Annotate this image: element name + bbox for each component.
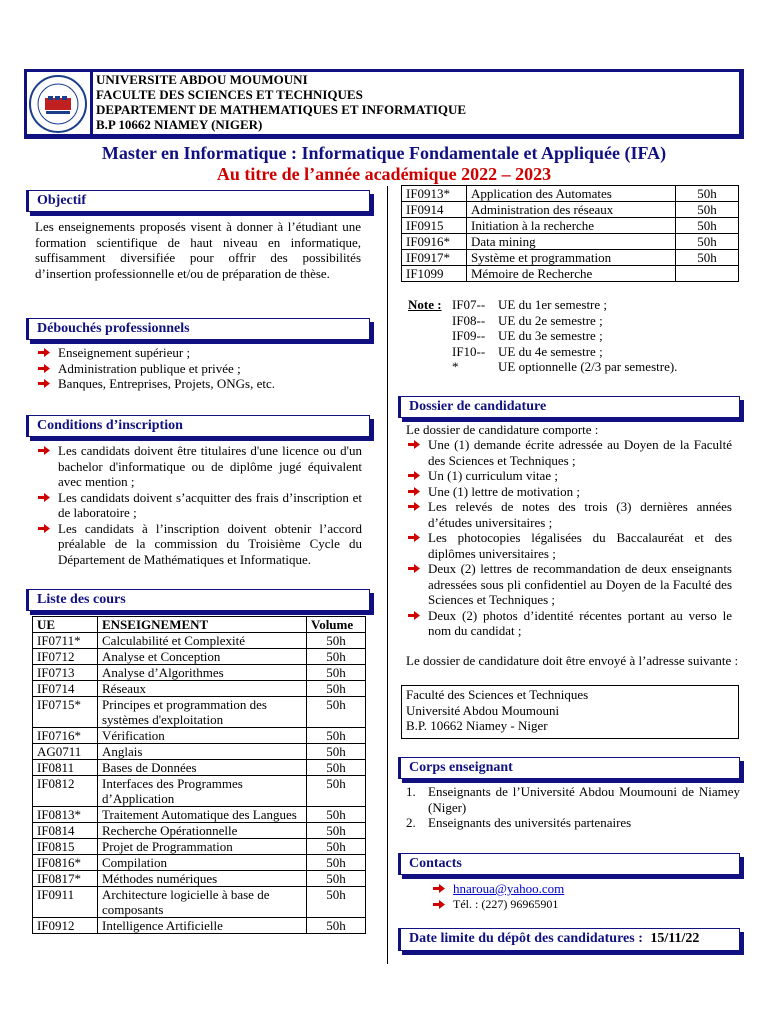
page-title: Master en Informatique : Informatique Fondamentale et Appliquée (IFA) [101, 143, 667, 163]
list-item: Les candidats doivent être titulaires d'une licence ou d'un bachelor d'informatique ou de diplôme jugé équivalent avec mention ; [28, 443, 362, 490]
course-name-cell: Méthodes numériques [98, 871, 307, 887]
course-volume-cell: 50h [307, 871, 366, 887]
list-item: Un (1) curriculum vitae ; [398, 468, 732, 484]
faculty-name: FACULTE DES SCIENCES ET TECHNIQUES [96, 87, 363, 102]
note-row: Note : IF07-- UE du 1er semestre ; [408, 297, 608, 312]
table-row [33, 760, 366, 776]
course-code-cell: IF0714 [33, 681, 98, 697]
contacts-list [423, 881, 723, 912]
column-divider [387, 186, 388, 964]
list-item: Les photocopies légalisées du Baccalauréat et des diplômes universitaires ; [398, 530, 732, 561]
arrow-bullet-icon [408, 533, 420, 542]
section-header-cours: Liste des cours [26, 589, 370, 611]
address-line: Université Abdou Moumouni [406, 702, 560, 718]
table-row [33, 665, 366, 681]
course-volume-cell: 50h [307, 633, 366, 649]
university-logo [28, 74, 88, 134]
address-box [401, 685, 739, 739]
course-name-cell: Recherche Opérationnelle [98, 823, 307, 839]
course-volume-cell: 50h [307, 823, 366, 839]
course-volume-cell: 50h [307, 918, 366, 934]
course-code-cell: IF1099 [402, 266, 467, 282]
table-row [402, 266, 739, 282]
note-row: * UE optionnelle (2/3 par semestre). [452, 359, 678, 374]
list-item: Les relevés de notes des trois (3) dernières années d’études universitaires ; [398, 499, 732, 530]
course-name-cell: Anglais [98, 744, 307, 760]
course-name-cell: Calculabilité et Complexité [98, 633, 307, 649]
list-item: Administration publique et privée ; [28, 361, 362, 377]
phone-number: Tél. : (227) 96965901 [453, 896, 559, 911]
course-name-cell: Interfaces des Programmes d’Application [98, 776, 307, 807]
conditions-list [28, 443, 362, 567]
section-header-objectif: Objectif [26, 190, 370, 212]
course-volume-cell: 50h [307, 839, 366, 855]
column-header: UE [33, 617, 98, 633]
course-code-cell: IF0817* [33, 871, 98, 887]
note-row: IF10-- UE du 4e semestre ; [452, 343, 603, 359]
note-row: IF09-- UE du 3e semestre ; [452, 328, 603, 343]
course-code-cell: IF0815 [33, 839, 98, 855]
arrow-bullet-icon [38, 524, 50, 533]
table-row [402, 202, 739, 218]
course-volume-cell: 50h [676, 234, 739, 250]
list-item: Les candidats doivent s’acquitter des frais d’inscription et de laboratoire ; [28, 490, 362, 521]
list-item: Enseignement supérieur ; [28, 345, 362, 361]
course-volume-cell: 50h [307, 649, 366, 665]
dossier-intro: Le dossier de candidature comporte : [406, 422, 599, 437]
table-row [33, 728, 366, 744]
course-name-cell: Analyse et Conception [98, 649, 307, 665]
arrow-bullet-icon [38, 493, 50, 502]
list-item: 1. Enseignants de l’Université Abdou Moumouni de Niamey (Niger) [406, 784, 740, 815]
course-name-cell: Analyse d’Algorithmes [98, 665, 307, 681]
debouches-list [28, 345, 362, 392]
arrow-bullet-icon [38, 364, 50, 373]
course-volume-cell: 50h [307, 776, 366, 807]
list-item: Banques, Entreprises, Projets, ONGs, etc. [28, 376, 362, 392]
arrow-bullet-icon [408, 611, 420, 620]
address-line: B.P. 10662 Niamey - Niger [406, 718, 548, 733]
course-code-cell: IF0814 [33, 823, 98, 839]
course-volume-cell: 50h [307, 728, 366, 744]
course-code-cell: IF0812 [33, 776, 98, 807]
list-item: Une (1) demande écrite adressée au Doyen de la Faculté des Sciences et Techniques ; [398, 437, 732, 468]
course-name-cell: Administration des réseaux [467, 202, 676, 218]
column-header: ENSEIGNEMENT [98, 617, 307, 633]
list-item: Deux (2) lettres de recommandation de deux enseignants adressées sous pli confidentiel au Doyen de la Faculté des Sciences et Techniques ; [398, 561, 732, 608]
course-code-cell: IF0712 [33, 649, 98, 665]
arrow-bullet-icon [408, 440, 420, 449]
course-code-cell: IF0914 [402, 202, 467, 218]
course-name-cell: Mémoire de Recherche [467, 266, 676, 282]
course-code-cell: IF0915 [402, 218, 467, 234]
arrow-bullet-icon [38, 348, 50, 357]
table-header-row [33, 617, 366, 633]
course-code-cell: IF0816* [33, 855, 98, 871]
course-name-cell: Initiation à la recherche [467, 218, 676, 234]
course-code-cell: IF0813* [33, 807, 98, 823]
table-row [33, 839, 366, 855]
course-volume-cell: 50h [307, 697, 366, 728]
course-volume-cell: 50h [307, 744, 366, 760]
note-block [408, 297, 677, 375]
section-header-debouches: Débouchés professionnels [26, 318, 370, 340]
course-volume-cell: 50h [307, 681, 366, 697]
course-name-cell: Bases de Données [98, 760, 307, 776]
arrow-bullet-icon [408, 487, 420, 496]
page-subtitle: Au titre de l’année académique 2022 – 2023 [216, 164, 552, 184]
course-volume-cell: 50h [676, 250, 739, 266]
section-header-contacts: Contacts [398, 853, 740, 875]
objectif-text: Les enseignements proposés visent à donner à l’étudiant une formation scientifique de haut niveau en informatique, suffisamment diversifiée pour offrir des possibilités d’insertion professionnelle et/ou de préparation de thèse. [35, 219, 361, 281]
course-code-cell: IF0716* [33, 728, 98, 744]
section-header-dossier: Dossier de candidature [398, 396, 740, 418]
table-row [33, 887, 366, 918]
course-name-cell: Vérification [98, 728, 307, 744]
list-item: Deux (2) photos d’identité récentes portant au verso le nom du candidat ; [398, 608, 732, 639]
dossier-list [398, 437, 732, 639]
course-code-cell: IF0711* [33, 633, 98, 649]
course-code-cell: IF0715* [33, 697, 98, 728]
table-row [33, 744, 366, 760]
table-row [33, 649, 366, 665]
arrow-bullet-icon [408, 564, 420, 573]
table-row [33, 807, 366, 823]
header-divider [90, 69, 93, 135]
course-code-cell: IF0811 [33, 760, 98, 776]
table-row [33, 697, 366, 728]
list-item: Une (1) lettre de motivation ; [398, 484, 732, 500]
arrow-bullet-icon [38, 446, 50, 455]
deadline-label: Date limite du dépôt des candidatures : [409, 931, 643, 946]
table-row [33, 855, 366, 871]
course-name-cell: Principes et programmation des systèmes d'exploitation [98, 697, 307, 728]
courses-table-continued [401, 185, 739, 282]
postal-address: B.P 10662 NIAMEY (NIGER) [96, 117, 263, 132]
corps-list [406, 784, 740, 831]
table-row [33, 823, 366, 839]
section-header-corps: Corps enseignant [398, 757, 740, 779]
table-row [402, 234, 739, 250]
university-name: UNIVERSITE ABDOU MOUMOUNI [96, 72, 308, 87]
section-header-conditions: Conditions d’inscription [26, 415, 370, 437]
deadline-date: 15/11/22 [650, 931, 700, 946]
course-volume-cell: 50h [307, 760, 366, 776]
course-volume-cell: 50h [307, 807, 366, 823]
course-name-cell: Application des Automates [467, 186, 676, 202]
course-volume-cell: 50h [676, 186, 739, 202]
email-link[interactable]: hnaroua@yahoo.com [453, 881, 565, 896]
table-row [33, 871, 366, 887]
course-code-cell: AG0711 [33, 744, 98, 760]
course-code-cell: IF0912 [33, 918, 98, 934]
course-volume-cell: 50h [307, 855, 366, 871]
arrow-bullet-icon [38, 379, 50, 388]
list-item [423, 897, 723, 913]
list-item: Les candidats à l’inscription doivent obtenir l’accord préalable de la commission du Troisième Cycle du Département de Mathématiques et Informatique. [28, 521, 362, 568]
note-row: IF08-- UE du 2e semestre ; [452, 312, 603, 328]
course-code-cell: IF0913* [402, 186, 467, 202]
table-row [402, 218, 739, 234]
arrow-bullet-icon [408, 471, 420, 480]
address-line: Faculté des Sciences et Techniques [406, 687, 589, 702]
table-row [33, 918, 366, 934]
course-code-cell: IF0917* [402, 250, 467, 266]
course-name-cell: Projet de Programmation [98, 839, 307, 855]
course-volume-cell: 50h [676, 218, 739, 234]
course-name-cell: Compilation [98, 855, 307, 871]
header-text [96, 72, 466, 132]
list-item [423, 881, 723, 897]
dossier-send-text: Le dossier de candidature doit être envoyé à l’adresse suivante : [406, 653, 739, 668]
course-volume-cell: 50h [307, 887, 366, 918]
table-row [402, 250, 739, 266]
course-name-cell: Réseaux [98, 681, 307, 697]
course-volume-cell: 50h [676, 202, 739, 218]
table-row [33, 776, 366, 807]
table-row [402, 186, 739, 202]
course-volume-cell: 50h [307, 665, 366, 681]
note-label: Note : [408, 297, 442, 312]
table-row [33, 633, 366, 649]
arrow-bullet-icon [408, 502, 420, 511]
course-code-cell: IF0916* [402, 234, 467, 250]
course-name-cell: Système et programmation [467, 250, 676, 266]
deadline-banner [398, 928, 740, 951]
list-item: 2. Enseignants des universités partenaires [406, 815, 632, 830]
column-header: Volume [307, 617, 366, 633]
course-name-cell: Architecture logicielle à base de composants [98, 887, 307, 918]
department-name: DEPARTEMENT DE MATHEMATIQUES ET INFORMATIQUE [96, 102, 467, 117]
course-name-cell: Intelligence Artificielle [98, 918, 307, 934]
course-code-cell: IF0713 [33, 665, 98, 681]
arrow-bullet-icon [433, 900, 445, 909]
course-name-cell: Traitement Automatique des Langues [98, 807, 307, 823]
course-volume-cell [676, 266, 739, 282]
course-code-cell: IF0911 [33, 887, 98, 918]
course-name-cell: Data mining [467, 234, 676, 250]
table-row [33, 681, 366, 697]
arrow-bullet-icon [433, 884, 445, 893]
courses-table [32, 616, 366, 934]
